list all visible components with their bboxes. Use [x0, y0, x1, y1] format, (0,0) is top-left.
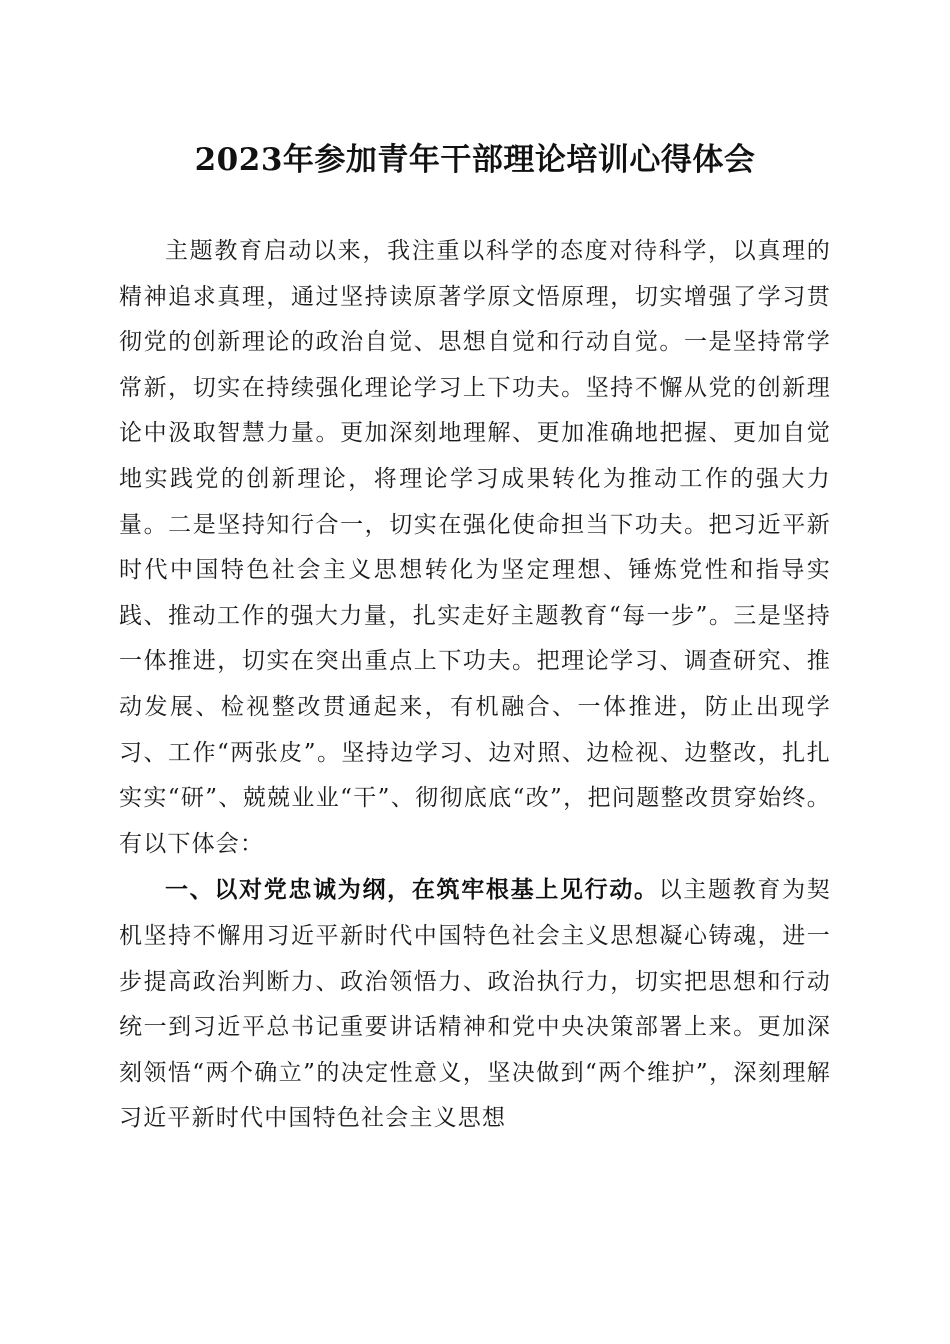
paragraph-intro	[119, 229, 831, 867]
section-one-text: 以主题教育为契机坚持不懈用习近平新时代中国特色社会主义思想凝心铸魂，进一步提高政治判断力、政治领悟力、政治执行力，切实把思想和行动统一到习近平总书记重要讲话精神和党中央决策部署上来。更加深刻领悟“两个确立”的决定性意义，坚决做到“两个维护”，深刻理解习近平新时代中国特色社会主义思想	[119, 877, 831, 1132]
document-title: 2023年参加青年干部理论培训心得体会	[194, 142, 756, 178]
paragraph-section-one	[119, 867, 831, 1142]
section-one-heading: 一、以对党忠诚为纲，在筑牢根基上见行动。	[165, 876, 659, 904]
document-body	[119, 229, 831, 1142]
paragraph-intro-text: 主题教育启动以来，我注重以科学的态度对待科学，以真理的精神追求真理，通过坚持读原著学原文悟原理，切实增强了学习贯彻党的创新理论的政治自觉、思想自觉和行动自觉。一是坚持常学常新，切实在持续强化理论学习上下功夫。坚持不懈从党的创新理论中汲取智慧力量。更加深刻地理解、更加准确地把握、更加自觉地实践党的创新理论，将理论学习成果转化为推动工作的强大力量。二是坚持知行合一，切实在强化使命担当下功夫。把习近平新时代中国特色社会主义思想转化为坚定理想、锤炼党性和指导实践、推动工作的强大力量，扎实走好主题教育“每一步”。三是坚持一体推进，切实在突出重点上下功夫。把理论学习、调查研究、推动发展、检视整改贯通起来，有机融合、一体推进，防止出现学习、工作“两张皮”。坚持边学习、边对照、边检视、边整改，扎扎实实“研”、兢兢业业“干”、彻彻底底“改”，把问题整改贯穿始终。有以下体会：	[119, 238, 831, 857]
